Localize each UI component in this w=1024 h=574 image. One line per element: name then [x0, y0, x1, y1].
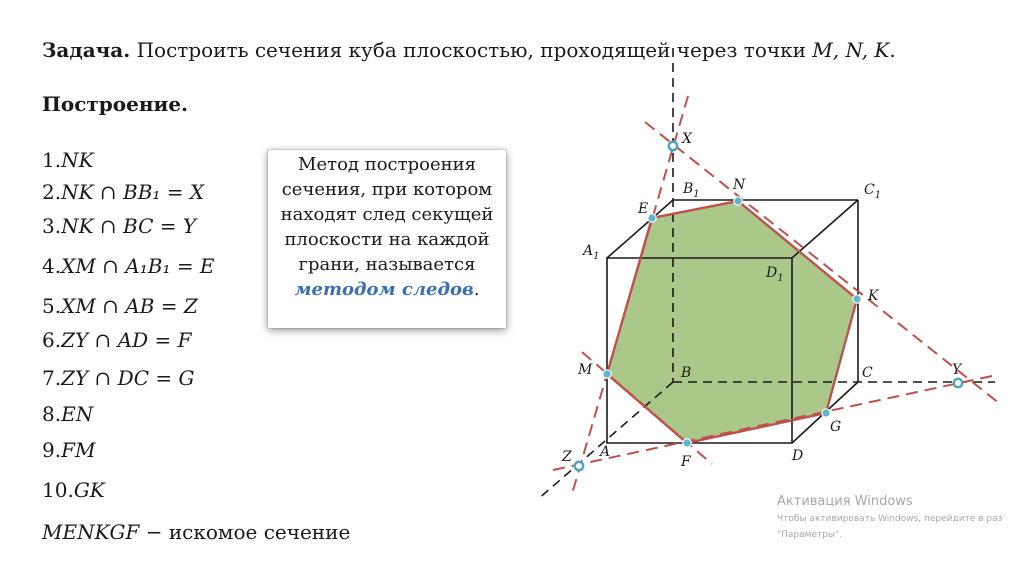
label-D: D [792, 448, 804, 464]
step-expression: XM ∩ A₁B₁ = E [61, 254, 215, 278]
point-K [853, 295, 861, 303]
note-end: . [473, 279, 480, 300]
note-line: грани, называется [298, 254, 476, 275]
step-expression: GK [73, 478, 105, 502]
step-number: 9. [42, 438, 62, 462]
step-number: 1. [42, 148, 62, 172]
step-number: 2. [42, 180, 62, 204]
task-end: . [889, 38, 896, 62]
step-expression: ZY ∩ DC = G [61, 366, 195, 390]
label-F: F [681, 454, 691, 470]
watermark-title: Активация Windows [777, 494, 913, 509]
label-A: A [600, 444, 611, 460]
step-number: 7. [42, 366, 62, 390]
label-A1: $A_1$ [583, 243, 600, 262]
label-Z: Z [562, 449, 572, 465]
step-expression: XM ∩ AB = Z [61, 294, 198, 318]
point-M [603, 370, 611, 378]
point-Y [954, 379, 962, 387]
point-X [669, 142, 677, 150]
label-G: G [830, 419, 842, 435]
step-expression: FM [61, 438, 96, 462]
label-E: E [638, 201, 649, 217]
label-C1: $C_1$ [864, 182, 882, 201]
label-B1: $B_1$ [683, 181, 700, 200]
edge-C1D1 [792, 200, 858, 258]
windows-activation-watermark [777, 494, 1002, 541]
point-E [648, 214, 656, 222]
watermark-line: "Параметры". [777, 530, 843, 540]
point-F [683, 439, 691, 447]
note-line: сечения, при котором [281, 179, 493, 200]
point-Z [575, 462, 583, 470]
step-number: 3. [42, 214, 62, 238]
step-expression: EN [61, 402, 94, 426]
result-text: − искомое сечение [139, 520, 351, 544]
step-number: 10. [42, 478, 74, 502]
step-number: 5. [42, 294, 62, 318]
label-M: M [578, 362, 593, 378]
note-line: находят след секущей [280, 204, 494, 225]
step-number: 4. [42, 254, 62, 278]
note-line: плоскости на каждой [284, 229, 490, 250]
label-K: K [868, 288, 879, 304]
note-line: Метод построения [298, 154, 476, 175]
method-term: методом следов [294, 279, 474, 300]
task-label: Задача. [42, 38, 131, 62]
label-C: C [862, 365, 873, 381]
step-expression: NK [61, 148, 94, 172]
task-text: Построить сечения куба плоскостью, проходящей через точки [136, 38, 806, 62]
label-B: B [681, 365, 692, 381]
watermark-line: Чтобы активировать Windows, перейдите в раз [777, 514, 1003, 524]
label-Y: Y [952, 362, 962, 378]
label-N: N [733, 177, 746, 193]
step-number: 8. [42, 402, 62, 426]
label-D1: $D_1$ [766, 265, 784, 284]
label-X: X [682, 131, 692, 147]
point-G [822, 409, 830, 417]
step-expression: NK ∩ BB₁ = X [61, 180, 205, 204]
construction-heading: Построение. [42, 92, 189, 116]
point-N [734, 197, 742, 205]
step-number: 6. [42, 328, 62, 352]
task-points: M, N, K [812, 38, 890, 62]
step-expression: ZY ∩ AD = F [61, 328, 192, 352]
result-expression: MENKGF [42, 520, 140, 544]
step-expression: NK ∩ BC = Y [61, 214, 197, 238]
